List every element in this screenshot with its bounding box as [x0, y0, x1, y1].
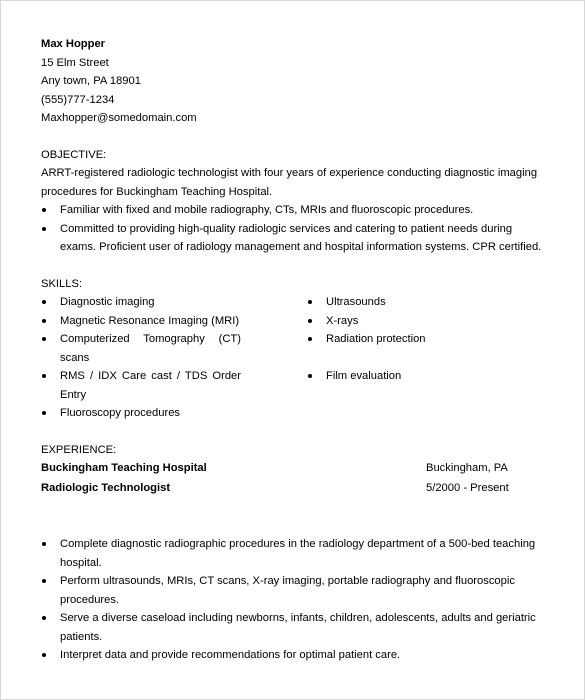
- phone-number: (555)777-1234: [41, 93, 115, 106]
- objective-heading: OBJECTIVE:: [41, 148, 107, 161]
- list-item: Interpret data and provide recommendations for optimal patient care.: [41, 646, 551, 665]
- experience-bullet-list: [41, 535, 551, 665]
- resume-content: [41, 35, 551, 665]
- job-title-row: [41, 479, 551, 499]
- email-address: Maxhopper@somedomain.com: [41, 112, 197, 124]
- objective-bullet-list: [41, 201, 551, 257]
- list-item: Film evaluation: [307, 367, 507, 386]
- skills-section: [41, 275, 551, 423]
- skills-left-list: [41, 293, 241, 423]
- employer-row: [41, 459, 551, 479]
- list-item: Ultrasounds: [307, 293, 507, 312]
- objective-summary: ARRT-registered radiologic technologist with four years of experience conducting diagnostic imaging procedures for Buckingham Teaching Hospital.: [41, 167, 538, 198]
- skills-heading: SKILLS:: [41, 277, 83, 290]
- list-item: Computerized Tomography (CT) scans: [41, 330, 241, 367]
- list-item: Magnetic Resonance Imaging (MRI): [41, 312, 241, 331]
- list-item: Fluoroscopy procedures: [41, 404, 241, 423]
- employment-dates: 5/2000 - Present: [426, 481, 509, 494]
- list-item: Familiar with fixed and mobile radiography, CTs, MRIs and fluoroscopic procedures.: [41, 201, 551, 220]
- list-item: Serve a diverse caseload including newborns, infants, children, adolescents, adults and geriatric patients.: [41, 609, 551, 646]
- list-item: RMS / IDX Care cast / TDS Order Entry: [41, 367, 241, 404]
- list-item: Radiation protection: [307, 330, 507, 349]
- city-state-zip: Any town, PA 18901: [41, 75, 141, 87]
- job-title: Radiologic Technologist: [41, 481, 171, 494]
- employer-location: Buckingham, PA: [426, 462, 508, 474]
- experience-section: [41, 441, 551, 665]
- employer-name: Buckingham Teaching Hospital: [41, 462, 207, 474]
- contact-block: [41, 35, 551, 128]
- list-item: Committed to providing high-quality radiologic services and catering to patient needs during exams. Proficient user of radiology management and hospital information systems. CPR certified.: [41, 220, 551, 257]
- skills-right-list: [307, 293, 507, 423]
- candidate-name: Max Hopper: [41, 38, 106, 50]
- skills-columns: [41, 293, 551, 423]
- list-item: Complete diagnostic radiographic procedures in the radiology department of a 500-bed teaching hospital.: [41, 535, 551, 572]
- list-item: Diagnostic imaging: [41, 293, 241, 312]
- street-address: 15 Elm Street: [41, 56, 109, 69]
- list-item: Perform ultrasounds, MRIs, CT scans, X-ray imaging, portable radiography and fluoroscopic procedures.: [41, 572, 551, 609]
- objective-section: [41, 146, 551, 257]
- experience-heading: EXPERIENCE:: [41, 443, 117, 456]
- list-item: X-rays: [307, 312, 507, 331]
